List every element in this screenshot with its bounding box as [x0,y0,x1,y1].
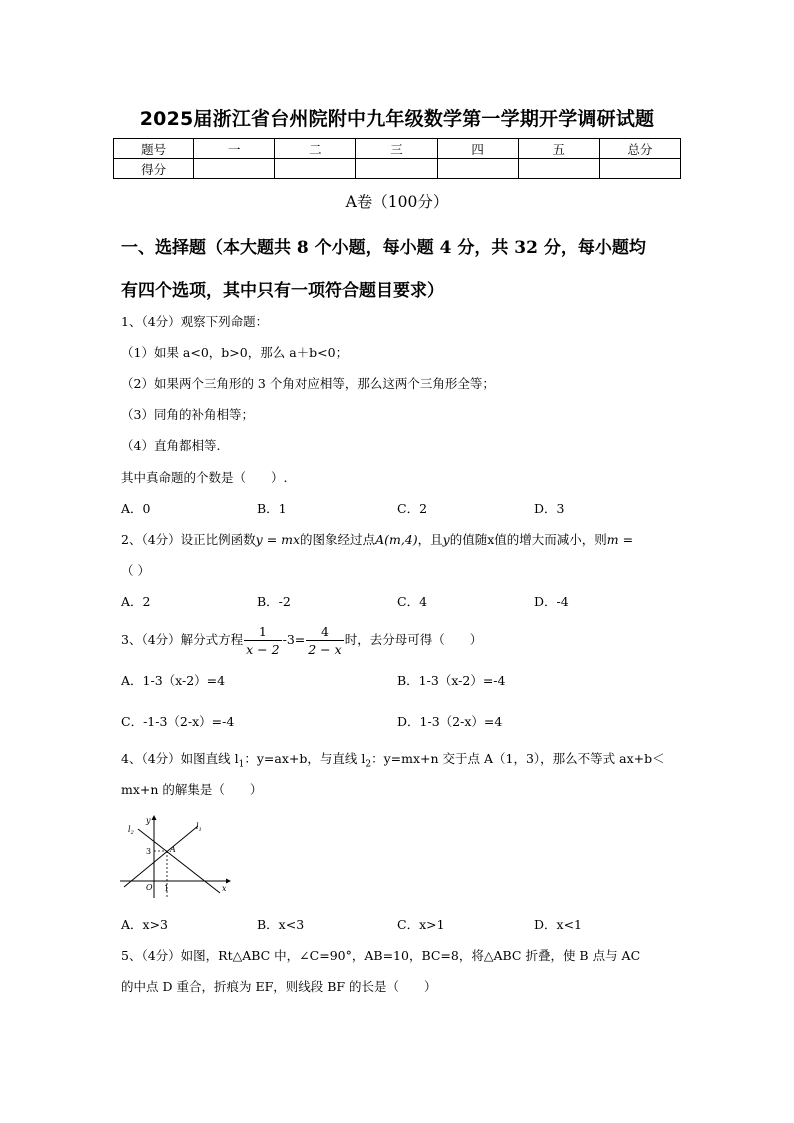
label-y: y [146,816,151,825]
line-l1 [124,826,198,887]
q5-line2: 的中点 D 重合，折痕为 EF，则线段 BF 的长是（ ） [121,979,437,994]
q4-text-b: ：y=ax+b，与直线 l [244,751,366,766]
q5-line1: 5、（4分）如图，Rt△ABC 中，∠C=90°，AB=10，BC=8，将△ABC 折叠，使 B 点与 AC [121,948,641,963]
score-table-header-row [114,139,681,159]
q3-option-c: C．-1-3（2-x）=-4 [121,714,235,729]
q3-line [121,621,482,659]
q2-option-d: D．-4 [534,594,569,609]
q2-option-c: C．4 [397,594,428,609]
q2-text-1: 2、（4分）设正比例函数 [121,532,256,547]
label-x: x [222,884,227,893]
q4-sub-2: 2 [365,759,372,770]
label-one: 1 [164,884,170,893]
label-three: 3 [146,847,152,856]
q2-formula-y: y [442,532,450,547]
q2-text-4: 的值随x值的增大而减小，则 [449,532,607,547]
q4-sub-1: 1 [238,759,245,770]
q3-fraction-2-denominator: 2 − x [308,642,342,657]
score-header-cell: 题号 [114,139,194,159]
q1-stem: 1、（4分）观察下列命题： [121,314,269,329]
score-cell [518,159,599,179]
q3-fraction-1-numerator: 1 [244,623,281,641]
q1-item-2: （2）如果两个三角形的 3 个角对应相等，那么这两个三角形全等； [121,376,495,391]
score-cell [194,159,275,179]
q4-option-d: D．x<1 [534,917,582,932]
q3-option-a: A．1-3（x-2）=4 [121,673,226,688]
score-header-cell: 三 [356,139,437,159]
label-l1: $l_1$ [196,822,202,833]
q4-graph [116,814,232,900]
q4-option-a: A．x>3 [121,917,169,932]
q4-text-c: ：y=mx+n 交于点 A（1，3），那么不等式 ax+b＜ [371,751,665,766]
score-header-cell: 总分 [599,139,680,159]
q1-option-b: B．1 [257,501,287,516]
q1-ask: 其中真命题的个数是（ ）. [121,470,288,485]
q3-fraction-1 [244,623,281,658]
q2-text-2: 的图象经过点 [300,532,376,547]
q1-item-4: （4）直角都相等. [121,438,221,453]
score-cell [275,159,356,179]
label-point-a: A [170,845,176,854]
score-header-cell: 二 [275,139,356,159]
q2-text-3: ，且 [417,532,443,547]
q4-option-c: C．x>1 [397,917,445,932]
q2-formula-function: y = mx [255,532,301,547]
q3-text-2: 时，去分母可得（ ） [344,632,483,647]
q3-text-mid: -3= [282,632,306,647]
score-cell [437,159,518,179]
score-cell [356,159,437,179]
q2-option-a: A．2 [121,594,151,609]
q3-text-1: 3、（4分）解分式方程 [121,632,244,647]
label-l2: $l_2$ [128,825,134,836]
score-row-label: 得分 [114,159,194,179]
score-header-cell: 五 [518,139,599,159]
q4-line2: mx+n 的解集是（ ） [121,782,263,797]
q1-option-c: C．2 [397,501,428,516]
section-a-heading: A卷（100分） [345,193,449,211]
q4-text-a: 4、（4分）如图直线 l [121,751,239,766]
q1-item-3: （3）同角的补角相等； [121,407,254,422]
q1-option-a: A．0 [121,501,151,516]
q3-fraction-1-denominator: x − 2 [246,642,280,657]
score-cell [599,159,680,179]
q2-option-b: B．-2 [257,594,291,609]
x-axis-arrow [226,879,231,884]
exam-title: 2025届浙江省台州院附中九年级数学第一学期开学调研试题 [139,108,655,130]
q1-option-d: D．3 [534,501,565,516]
score-table-score-row [114,159,681,179]
part1-heading-line2: 有四个选项，其中只有一项符合题目要求） [121,281,444,301]
q4-option-b: B．x<3 [257,917,305,932]
q2-line1 [121,532,633,548]
q4-line1 [121,751,665,773]
q3-fraction-2-numerator: 4 [306,623,343,641]
q3-option-b: B．1-3（x-2）=-4 [397,673,506,688]
q2-formula-point: A(m,4) [375,532,418,547]
q2-formula-m: m = [606,532,634,547]
q1-item-1: （1）如果 a<0，b>0，那么 a＋b<0； [121,345,349,360]
q2-line2: （ ） [121,563,150,578]
y-axis-arrow [152,815,157,820]
part1-heading-line1: 一、选择题（本大题共 8 个小题，每小题 4 分，共 32 分，每小题均 [121,238,646,258]
q3-option-d: D．1-3（2-x）=4 [397,714,503,729]
score-table [113,138,681,179]
score-header-cell: 四 [437,139,518,159]
label-origin: O [146,883,153,892]
score-header-cell: 一 [194,139,275,159]
q3-fraction-2 [306,623,343,658]
